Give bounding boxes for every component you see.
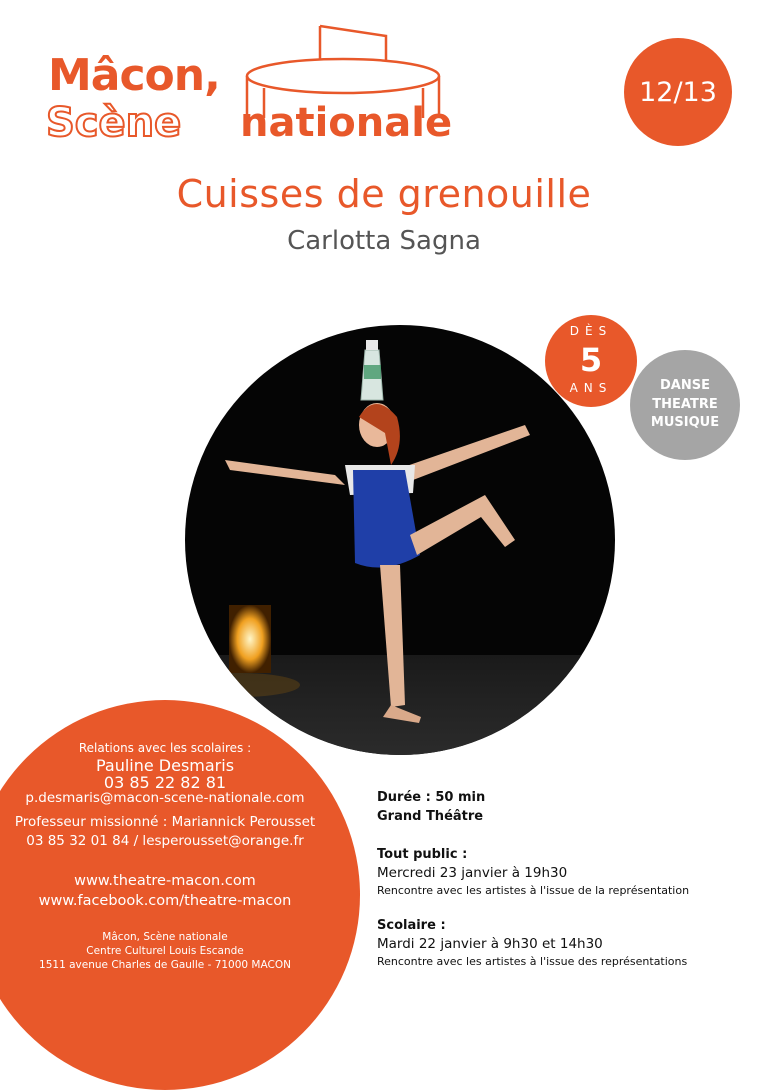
public-label: Tout public : xyxy=(377,847,468,862)
school-label: Scolaire : xyxy=(377,918,446,933)
genre-theatre: THEATRE xyxy=(652,396,718,412)
genre-dance: DANSE xyxy=(660,377,710,393)
address-line: 1511 avenue Charles de Gaulle - 71000 MACON xyxy=(39,959,291,971)
show-title: Cuisses de grenouille xyxy=(176,172,592,216)
school-date: Mardi 22 janvier à 9h30 et 14h30 xyxy=(377,936,603,952)
venue: Grand Théâtre xyxy=(377,809,484,824)
age-badge xyxy=(545,315,637,407)
public-date: Mercredi 23 janvier à 19h30 xyxy=(377,865,568,881)
genre-music: MUSIQUE xyxy=(650,415,720,431)
logo-nationale: nationale xyxy=(240,100,453,146)
address-line: Centre Culturel Louis Escande xyxy=(86,945,244,957)
facebook-link[interactable]: www.facebook.com/theatre-macon xyxy=(38,893,292,909)
duration: Durée : 50 min xyxy=(377,790,486,805)
school-note: Rencontre avec les artistes à l'issue des représentations xyxy=(377,955,688,968)
contact-label: Relations avec les scolaires : xyxy=(78,741,252,755)
age-prefix: DÈS xyxy=(569,324,613,338)
address-line: Mâcon, Scène nationale xyxy=(102,931,228,943)
genre-badge xyxy=(630,350,740,460)
contact-name: Pauline Desmaris xyxy=(95,756,235,775)
age-suffix: ANS xyxy=(569,381,613,395)
logo-scene: Scène xyxy=(46,100,182,146)
season-label: 12/13 xyxy=(639,76,717,108)
age-number: 5 xyxy=(579,341,603,379)
show-author: Carlotta Sagna xyxy=(287,226,481,256)
public-note: Rencontre avec les artistes à l'issue de la représentation xyxy=(377,884,690,897)
teacher-contact: 03 85 32 01 84 / lesperousset@orange.fr xyxy=(26,833,304,849)
teacher-name: Professeur missionné : Mariannick Perousset xyxy=(14,814,316,830)
season-badge xyxy=(624,38,732,146)
contact-phone: 03 85 22 82 81 xyxy=(103,773,227,792)
website-link[interactable]: www.theatre-macon.com xyxy=(74,873,256,889)
logo-city: Mâcon, xyxy=(48,50,220,101)
contact-email: p.desmaris@macon-scene-nationale.com xyxy=(25,790,305,806)
